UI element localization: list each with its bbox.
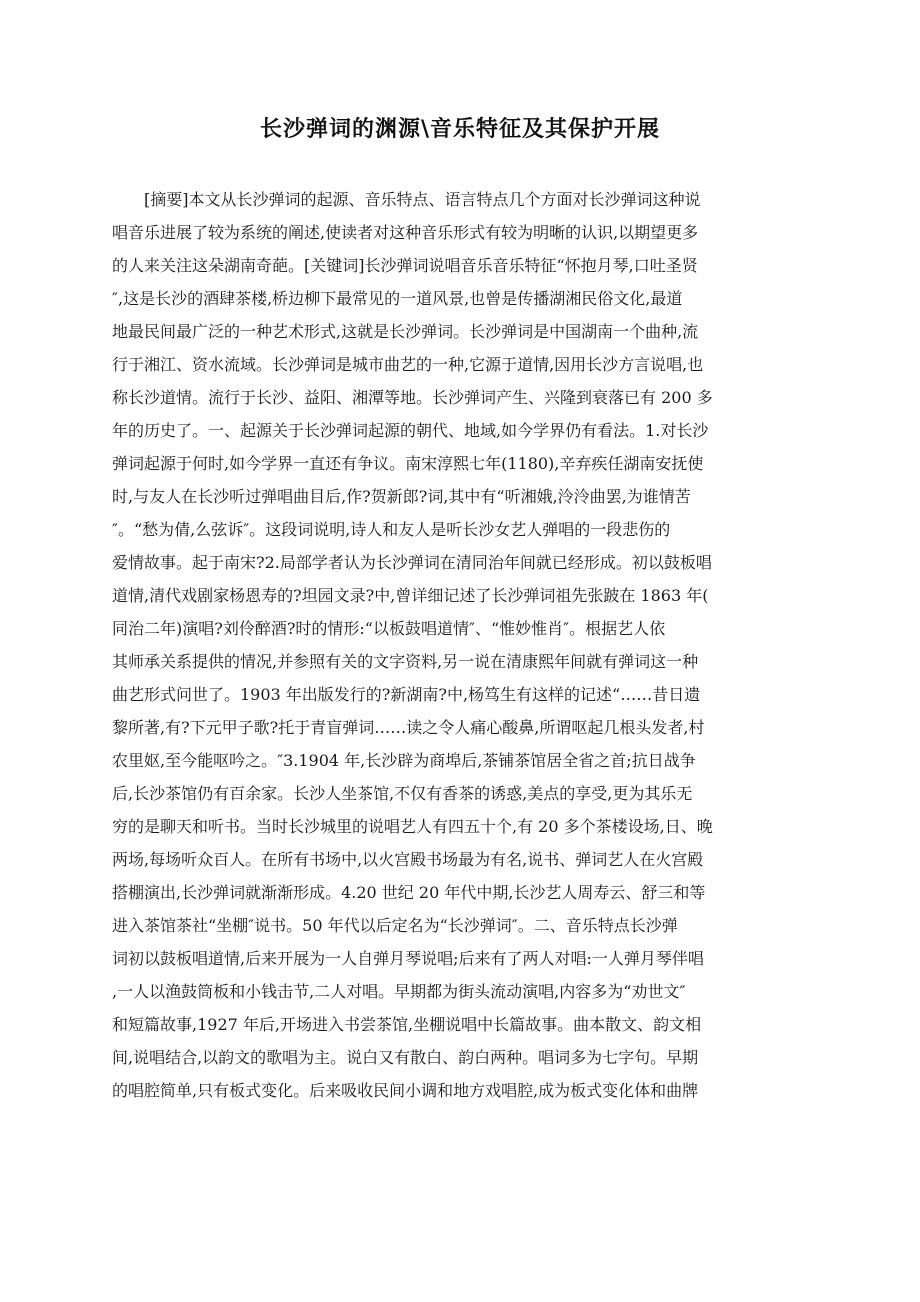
body-line: 唱音乐进展了较为系统的阐述,使读者对这种音乐形式有较为明晰的认识,以期望更多 xyxy=(112,223,699,242)
body-line: 搭棚演出,长沙弹词就渐渐形成。4.20 世纪 20 年代中期,长沙艺人周寿云、舒三和等 xyxy=(112,883,706,902)
document-body xyxy=(112,183,812,1107)
body-line: ″。“愁为倩,么弦诉″。这段词说明,诗人和友人是听长沙女艺人弹唱的一段悲伤的 xyxy=(112,520,671,539)
body-line: 其师承关系提供的情况,并参照有关的文字资料,另一说在清康熙年间就有弹词这一种 xyxy=(112,652,699,671)
body-line: 间,说唱结合,以韵文的歌唱为主。说白又有散白、韵白两种。唱词多为七字句。早期 xyxy=(112,1048,699,1067)
body-line: 的人来关注这朵湖南奇葩。[关键词]长沙弹词说唱音乐音乐特征“怀抱月琴,口吐圣贤 xyxy=(112,256,698,275)
body-line: 农里妪,至今能呕吟之。″3.1904 年,长沙辟为商埠后,茶铺茶馆居全省之首;抗日战争 xyxy=(112,751,696,770)
body-line: 道情,清代戏剧家杨恩寿的?坦园文录?中,曾详细记述了长沙弹词祖先张跛在 1863 年( xyxy=(112,586,709,605)
body-line: 地最民间最广泛的一种艺术形式,这就是长沙弹词。长沙弹词是中国湖南一个曲种,流 xyxy=(112,322,699,341)
body-line: 时,与友人在长沙听过弹唱曲目后,作?贺新郎?词,其中有“听湘娥,泠泠曲罢,为谁情苦 xyxy=(112,487,691,506)
document-title: 长沙弹词的渊源\音乐特征及其保护开展 xyxy=(259,117,661,142)
body-line: 同治二年)演唱?刘伶醉酒?时的情形:“以板鼓唱道情″、“惟妙惟肖″。根据艺人依 xyxy=(112,619,666,638)
body-line: 弹词起源于何时,如今学界一直还有争议。南宋淳熙七年(1180),辛弃疾任湖南安抚使 xyxy=(112,454,704,473)
body-line: 两场,每场听众百人。在所有书场中,以火宫殿书场最为有名,说书、弹词艺人在火宫殿 xyxy=(112,850,704,869)
body-line: 后,长沙茶馆仍有百余家。长沙人坐茶馆,不仅有香茶的诱惑,美点的享受,更为其乐无 xyxy=(112,784,693,803)
body-line: ″,这是长沙的酒肆茶楼,桥边柳下最常见的一道风景,也曾是传播湖湘民俗文化,最道 xyxy=(112,289,683,308)
body-line: ,一人以渔鼓筒板和小钱击节,二人对唱。早期都为街头流动演唱,内容多为“劝世文″ xyxy=(112,982,686,1001)
body-line: 进入茶馆茶社“坐棚″说书。50 年代以后定名为“长沙弹词″。二、音乐特点长沙弹 xyxy=(112,916,678,935)
body-line: 爱情故事。起于南宋?2.局部学者认为长沙弹词在清同治年间就已经形成。初以鼓板唱 xyxy=(112,553,712,572)
body-line: 行于湘江、资水流域。长沙弹词是城市曲艺的一种,它源于道情,因用长沙方言说唱,也 xyxy=(112,355,704,374)
body-line: 的唱腔简单,只有板式变化。后来吸收民间小调和地方戏唱腔,成为板式变化体和曲牌 xyxy=(112,1081,699,1100)
body-line: 年的历史了。一、起源关于长沙弹词起源的朝代、地域,如今学界仍有看法。1.对长沙 xyxy=(112,421,709,440)
body-line: 和短篇故事,1927 年后,开场进入书尝茶馆,坐棚说唱中长篇故事。曲本散文、韵文相 xyxy=(112,1015,702,1034)
body-line: 穷的是聊天和听书。当时长沙城里的说唱艺人有四五十个,有 20 多个茶楼设场,日、晚 xyxy=(112,817,713,836)
body-line: [摘要]本文从长沙弹词的起源、音乐特点、语言特点几个方面对长沙弹词这种说 xyxy=(144,190,701,209)
body-line: 黎所著,有?下元甲子歌?托于青盲弹词……读之令人痛心酸鼻,所谓呕起几根头发者,村 xyxy=(112,718,705,737)
body-line: 称长沙道情。流行于长沙、益阳、湘潭等地。长沙弹词产生、兴隆到衰落已有 200 多 xyxy=(112,388,713,407)
body-line: 曲艺形式问世了。1903 年出版发行的?新湖南?中,杨笃生有这样的记述“……昔日遗 xyxy=(112,685,701,704)
body-line: 词初以鼓板唱道情,后来开展为一人自弹月琴说唱;后来有了两人对唱:一人弹月琴伴唱 xyxy=(112,949,704,968)
